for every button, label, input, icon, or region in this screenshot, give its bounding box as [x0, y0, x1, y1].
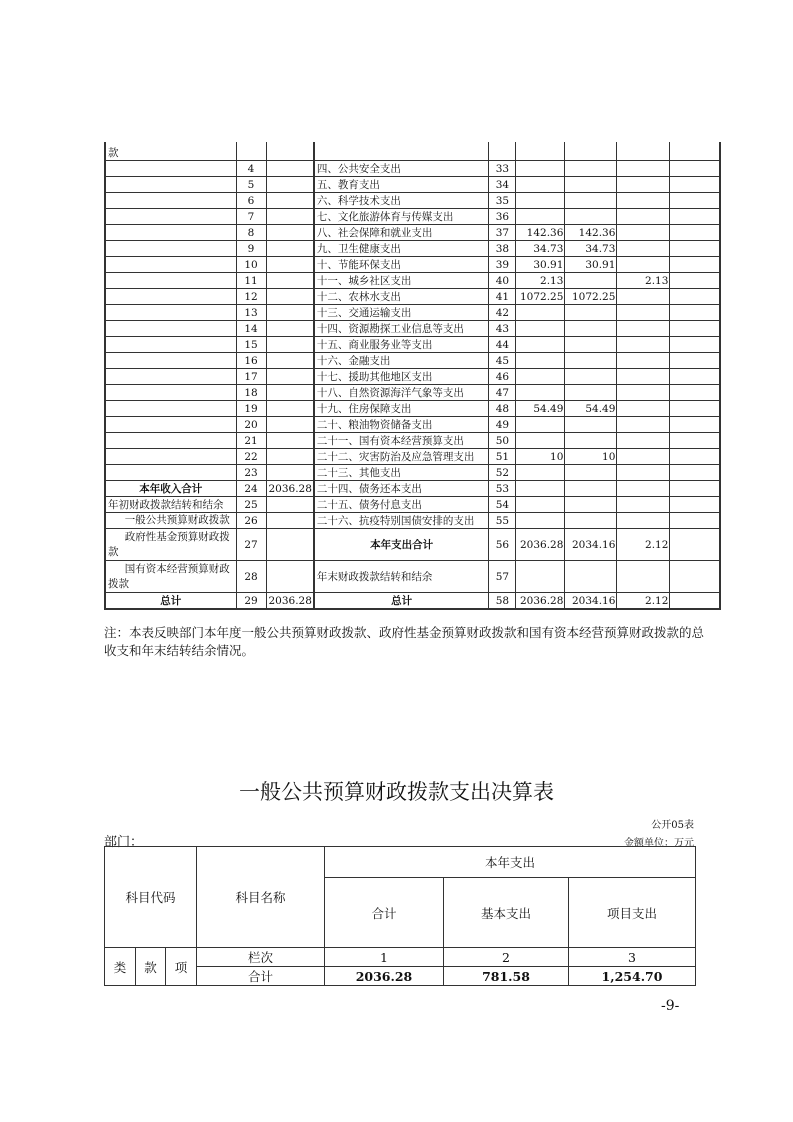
- cell-expense-fund: [617, 209, 670, 225]
- cell-income-row-no: 14: [236, 321, 266, 337]
- cell-expense-fund: 2.12: [617, 593, 670, 610]
- cell-income-amount: [266, 353, 314, 369]
- cell-expense-fund: [617, 177, 670, 193]
- cell-income-row-no: 25: [236, 497, 266, 513]
- header-group: 本年支出: [325, 847, 696, 878]
- cell-expense-row-no: 47: [489, 385, 516, 401]
- cell-income-row-no: 10: [236, 257, 266, 273]
- table-row: [105, 417, 720, 433]
- cell-expense-row-no: 42: [489, 305, 516, 321]
- cell-expense-item: 总计: [314, 593, 489, 610]
- table-row: [105, 593, 720, 610]
- cell-expense-state-capital: [670, 497, 720, 513]
- cell-income-amount: [266, 273, 314, 289]
- cell-expense-item: 十九、住房保障支出: [314, 401, 489, 417]
- cell-expense-general: [565, 177, 617, 193]
- cell-expense-state-capital: [670, 273, 720, 289]
- cell-expense-total: [516, 497, 565, 513]
- cell-expense-state-capital: [670, 305, 720, 321]
- cell-income-row-no: 8: [236, 225, 266, 241]
- cell-income-item: [105, 385, 236, 401]
- cell-expense-row-no: 48: [489, 401, 516, 417]
- cell-income-amount: 2036.28: [266, 593, 314, 610]
- cell-expense-item: 二十四、债务还本支出: [314, 481, 489, 497]
- cell-income-item: [105, 417, 236, 433]
- cell-expense-row-no: 44: [489, 337, 516, 353]
- cell-income-item: [105, 321, 236, 337]
- cell-income-row-no: 17: [236, 369, 266, 385]
- cell-income-amount: [266, 417, 314, 433]
- table-row: [105, 257, 720, 273]
- cell-expense-total: [516, 177, 565, 193]
- cell-income-amount: [266, 529, 314, 561]
- table-row: [105, 273, 720, 289]
- cell-income-item: [105, 289, 236, 305]
- cell-expense-total: [516, 161, 565, 177]
- cell-expense-total: 34.73: [516, 241, 565, 257]
- cell-expense-state-capital: [670, 257, 720, 273]
- cell-income-row-no: 19: [236, 401, 266, 417]
- cell-expense-general: [565, 209, 617, 225]
- cell-income-amount: [266, 369, 314, 385]
- cell-expense-item: 八、社会保障和就业支出: [314, 225, 489, 241]
- cell-expense-general: [565, 561, 617, 593]
- cell-expense-item: 七、文化旅游体育与传媒支出: [314, 209, 489, 225]
- cell-income-item: [105, 353, 236, 369]
- cell-expense-item: 四、公共安全支出: [314, 161, 489, 177]
- cell-expense-row-no: 43: [489, 321, 516, 337]
- cell-expense-fund: 2.12: [617, 529, 670, 561]
- cell-income-item: [105, 369, 236, 385]
- total-label: 合计: [197, 967, 325, 986]
- cell-expense-state-capital: [670, 225, 720, 241]
- cell-expense-row-no: 45: [489, 353, 516, 369]
- cell-expense-item: 年末财政拨款结转和结余: [314, 561, 489, 593]
- header-xiang: 项: [166, 948, 197, 986]
- cell-expense-state-capital: [670, 593, 720, 610]
- unit-label: 金额单位：万元: [624, 838, 694, 849]
- cell-expense-item: 十一、城乡社区支出: [314, 273, 489, 289]
- cell-expense-general: [565, 337, 617, 353]
- cell-income-item: [105, 257, 236, 273]
- cell-income-item: 国有资本经营预算财政拨款: [105, 561, 236, 593]
- header-basic: 基本支出: [444, 878, 569, 948]
- cell-income-amount: [266, 289, 314, 305]
- cell-expense-total: 1072.25: [516, 289, 565, 305]
- cell-expense-state-capital: [670, 321, 720, 337]
- col-index-2: 2: [444, 948, 569, 967]
- fiscal-allocation-summary-table: [104, 142, 721, 610]
- cell-expense-item: 十、节能环保支出: [314, 257, 489, 273]
- col-index-label: 栏次: [197, 948, 325, 967]
- cell-expense-general: [565, 161, 617, 177]
- cell-expense-total: 30.91: [516, 257, 565, 273]
- cell-income-item: [105, 465, 236, 481]
- table-row: [105, 561, 720, 593]
- cell-expense-item: 九、卫生健康支出: [314, 241, 489, 257]
- cell-expense-state-capital: [670, 353, 720, 369]
- cell-expense-row-no: 46: [489, 369, 516, 385]
- cell-expense-item: 本年支出合计: [314, 529, 489, 561]
- cell-expense-total: [516, 337, 565, 353]
- cell-expense-total: [516, 353, 565, 369]
- cell-expense-item: 五、教育支出: [314, 177, 489, 193]
- cell-expense-general: [565, 481, 617, 497]
- cell-income-amount: [266, 305, 314, 321]
- cell-income-amount: [266, 209, 314, 225]
- cell-income-item: [105, 209, 236, 225]
- header-total: 合计: [325, 878, 444, 948]
- cell-income-amount: [266, 161, 314, 177]
- cell-expense-state-capital: [670, 177, 720, 193]
- cell-expense-total: [516, 513, 565, 529]
- cell-income-item: 一般公共预算财政拨款: [105, 513, 236, 529]
- cell-expense-total: [516, 465, 565, 481]
- cell-expense-total: 2036.28: [516, 529, 565, 561]
- header-code: 科目代码: [105, 847, 197, 948]
- cell-expense-state-capital: [670, 513, 720, 529]
- cell-income-item: [105, 161, 236, 177]
- table-row: [105, 401, 720, 417]
- table-row: [105, 209, 720, 225]
- cell-expense-row-no: 55: [489, 513, 516, 529]
- cell-expense-item: 二十、粮油物资储备支出: [314, 417, 489, 433]
- cell-income-row-no: 7: [236, 209, 266, 225]
- cell-expense-general: [565, 321, 617, 337]
- cell-expense-state-capital: [670, 337, 720, 353]
- cell-expense-total: [516, 369, 565, 385]
- table-row: [105, 337, 720, 353]
- cell-expense-total: 2.13: [516, 273, 565, 289]
- table-row: [105, 241, 720, 257]
- table-row: [105, 321, 720, 337]
- cell-income-row-no: 11: [236, 273, 266, 289]
- table-row: [105, 177, 720, 193]
- cell-expense-row-no: 56: [489, 529, 516, 561]
- cell-expense-total: 54.49: [516, 401, 565, 417]
- cell-expense-row-no: 36: [489, 209, 516, 225]
- cell-expense-total: 2036.28: [516, 593, 565, 610]
- cell-expense-total: [516, 193, 565, 209]
- cell-income-amount: 2036.28: [266, 481, 314, 497]
- cell-expense-fund: [617, 401, 670, 417]
- cell-expense-state-capital: [670, 161, 720, 177]
- cell-income-amount: [266, 241, 314, 257]
- cell-expense-row-no: 40: [489, 273, 516, 289]
- expenditure-table: [104, 846, 696, 986]
- cell-expense-fund: [617, 385, 670, 401]
- cell-expense-item: 十二、农林水支出: [314, 289, 489, 305]
- cell-expense-state-capital: [670, 433, 720, 449]
- cell-expense-state-capital: [670, 369, 720, 385]
- cell-expense-state-capital: [670, 465, 720, 481]
- cell-expense-general: 1072.25: [565, 289, 617, 305]
- cell-expense-item: 二十六、抗疫特别国债安排的支出: [314, 513, 489, 529]
- cell-expense-general: 2034.16: [565, 529, 617, 561]
- cell-income-amount: [266, 561, 314, 593]
- cell-expense-item: 十五、商业服务业等支出: [314, 337, 489, 353]
- cell-expense-state-capital: [670, 209, 720, 225]
- cell-income-item: 总计: [105, 593, 236, 610]
- cell-expense-total: [516, 321, 565, 337]
- cell-expense-fund: [617, 241, 670, 257]
- cell-income-row-no: 22: [236, 449, 266, 465]
- cell-expense-total: [516, 209, 565, 225]
- cell-expense-row-no: 49: [489, 417, 516, 433]
- cell-expense-item: 二十五、债务付息支出: [314, 497, 489, 513]
- cell-income-amount: [266, 257, 314, 273]
- cell-expense-fund: [617, 353, 670, 369]
- cell-income-item: [105, 193, 236, 209]
- cell-expense-state-capital: [670, 385, 720, 401]
- cell-expense-row-no: 54: [489, 497, 516, 513]
- cell-expense-general: [565, 369, 617, 385]
- cell-income-amount: [266, 225, 314, 241]
- cell-expense-total: 10: [516, 449, 565, 465]
- cell-income-amount: [266, 497, 314, 513]
- cell-expense-fund: [617, 497, 670, 513]
- cell-income-row-no: 15: [236, 337, 266, 353]
- cell-income-item: 年初财政拨款结转和结余: [105, 497, 236, 513]
- cell-expense-item: 十四、资源勘探工业信息等支出: [314, 321, 489, 337]
- cell-income-row-no: 24: [236, 481, 266, 497]
- cell-expense-state-capital: [670, 193, 720, 209]
- cell-income-row-no: 13: [236, 305, 266, 321]
- cell-income-row-no: 5: [236, 177, 266, 193]
- cell-income-amount: [266, 513, 314, 529]
- table-row: [105, 193, 720, 209]
- cell-income-item: [105, 433, 236, 449]
- cell-expense-general: [565, 497, 617, 513]
- table-row: [105, 529, 720, 561]
- cell-expense-state-capital: [670, 449, 720, 465]
- cell-expense-general: [565, 353, 617, 369]
- cell-expense-fund: [617, 417, 670, 433]
- cell-expense-fund: [617, 481, 670, 497]
- cell-expense-fund: [617, 305, 670, 321]
- cell-expense-row-no: 58: [489, 593, 516, 610]
- header-kuan: 款: [136, 948, 166, 986]
- cell-income-amount: [266, 337, 314, 353]
- cell-expense-fund: [617, 449, 670, 465]
- cell-expense-row-no: 57: [489, 561, 516, 593]
- cell-expense-item: 二十一、国有资本经营预算支出: [314, 433, 489, 449]
- table-row: [105, 369, 720, 385]
- cell-expense-general: [565, 465, 617, 481]
- table-note: 注：本表反映部门本年度一般公共预算财政拨款、政府性基金预算财政拨款和国有资本经营预算财政拨款的总收支和年末结转结余情况。: [104, 625, 705, 658]
- table-row: [105, 289, 720, 305]
- cell-expense-fund: 2.13: [617, 273, 670, 289]
- header-row-1: [105, 847, 696, 878]
- cell-expense-total: [516, 481, 565, 497]
- cell-expense-fund: [617, 513, 670, 529]
- cell-income-item: 本年收入合计: [105, 481, 236, 497]
- cell-fragment: 款: [105, 142, 236, 161]
- cell-expense-row-no: 53: [489, 481, 516, 497]
- cell-expense-total: [516, 561, 565, 593]
- header-lei: 类: [105, 948, 136, 986]
- table-row: [105, 353, 720, 369]
- header-project: 项目支出: [569, 878, 696, 948]
- cell-expense-general: 54.49: [565, 401, 617, 417]
- cell-income-row-no: 12: [236, 289, 266, 305]
- cell-expense-fund: [617, 161, 670, 177]
- cell-expense-row-no: 34: [489, 177, 516, 193]
- cell-expense-state-capital: [670, 241, 720, 257]
- page-number: -9-: [661, 998, 680, 1014]
- index-row: [105, 948, 696, 967]
- cell-expense-fund: [617, 193, 670, 209]
- cell-expense-fund: [617, 257, 670, 273]
- table-row: [105, 481, 720, 497]
- cell-income-row-no: 6: [236, 193, 266, 209]
- cell-expense-general: [565, 513, 617, 529]
- cell-income-row-no: 26: [236, 513, 266, 529]
- cell-income-amount: [266, 385, 314, 401]
- cell-expense-fund: [617, 321, 670, 337]
- cell-expense-state-capital: [670, 481, 720, 497]
- cell-expense-fund: [617, 433, 670, 449]
- col-index-3: 3: [569, 948, 696, 967]
- cell-expense-row-no: 41: [489, 289, 516, 305]
- cell-expense-row-no: 33: [489, 161, 516, 177]
- cell-expense-row-no: 35: [489, 193, 516, 209]
- cell-income-item: 政府性基金预算财政拨款: [105, 529, 236, 561]
- cell-income-row-no: 21: [236, 433, 266, 449]
- cell-income-amount: [266, 433, 314, 449]
- cell-expense-fund: [617, 561, 670, 593]
- cell-expense-item: 二十二、灾害防治及应急管理支出: [314, 449, 489, 465]
- cell-expense-item: 六、科学技术支出: [314, 193, 489, 209]
- cell-income-amount: [266, 465, 314, 481]
- cell-expense-total: [516, 417, 565, 433]
- cell-income-row-no: 9: [236, 241, 266, 257]
- cell-income-row-no: 4: [236, 161, 266, 177]
- table-row: [105, 497, 720, 513]
- cell-income-item: [105, 177, 236, 193]
- cell-expense-state-capital: [670, 289, 720, 305]
- cell-expense-fund: [617, 289, 670, 305]
- cell-expense-general: [565, 193, 617, 209]
- cell-expense-fund: [617, 465, 670, 481]
- cell-expense-general: [565, 385, 617, 401]
- cell-income-item: [105, 225, 236, 241]
- cell-expense-general: [565, 417, 617, 433]
- cell-expense-general: 34.73: [565, 241, 617, 257]
- cell-expense-general: [565, 433, 617, 449]
- table-row: [105, 465, 720, 481]
- cell-expense-state-capital: [670, 561, 720, 593]
- cell-expense-state-capital: [670, 417, 720, 433]
- header-name: 科目名称: [197, 847, 325, 948]
- cell-expense-general: 142.36: [565, 225, 617, 241]
- table-row: [105, 225, 720, 241]
- cell-income-amount: [266, 449, 314, 465]
- cell-expense-item: 二十三、其他支出: [314, 465, 489, 481]
- col-index-1: 1: [325, 948, 444, 967]
- cell-expense-state-capital: [670, 401, 720, 417]
- project-value: 1,254.70: [569, 967, 696, 986]
- table-row: [105, 513, 720, 529]
- cell-income-amount: [266, 321, 314, 337]
- cell-expense-state-capital: [670, 529, 720, 561]
- table-row: [105, 385, 720, 401]
- table-row: [105, 305, 720, 321]
- cell-expense-fund: [617, 225, 670, 241]
- cell-expense-item: 十八、自然资源海洋气象等支出: [314, 385, 489, 401]
- cell-income-amount: [266, 177, 314, 193]
- cell-income-row-no: 28: [236, 561, 266, 593]
- cell-expense-total: 142.36: [516, 225, 565, 241]
- total-value: 2036.28: [325, 967, 444, 986]
- cell-expense-item: 十七、援助其他地区支出: [314, 369, 489, 385]
- table-number: 公开05表: [651, 820, 694, 831]
- cell-income-item: [105, 401, 236, 417]
- cell-expense-general: [565, 305, 617, 321]
- cell-expense-general: 30.91: [565, 257, 617, 273]
- cell-income-amount: [266, 401, 314, 417]
- table-row: [105, 161, 720, 177]
- cell-expense-row-no: 51: [489, 449, 516, 465]
- cell-expense-row-no: 52: [489, 465, 516, 481]
- cell-income-row-no: 16: [236, 353, 266, 369]
- basic-value: 781.58: [444, 967, 569, 986]
- cell-income-item: [105, 337, 236, 353]
- cell-income-row-no: 23: [236, 465, 266, 481]
- cell-expense-fund: [617, 369, 670, 385]
- cell-expense-item: 十六、金融支出: [314, 353, 489, 369]
- cell-income-amount: [266, 193, 314, 209]
- cell-expense-row-no: 39: [489, 257, 516, 273]
- cell-expense-total: [516, 305, 565, 321]
- cell-expense-general: [565, 273, 617, 289]
- cell-expense-row-no: 50: [489, 433, 516, 449]
- table-row: [105, 449, 720, 465]
- cell-income-item: [105, 449, 236, 465]
- cell-income-item: [105, 241, 236, 257]
- cell-income-row-no: 29: [236, 593, 266, 610]
- table-row: [105, 433, 720, 449]
- cell-expense-total: [516, 433, 565, 449]
- cell-income-item: [105, 305, 236, 321]
- cell-income-row-no: 27: [236, 529, 266, 561]
- cell-income-item: [105, 273, 236, 289]
- cell-expense-general: 10: [565, 449, 617, 465]
- table-row-fragment: [105, 142, 720, 161]
- cell-expense-total: [516, 385, 565, 401]
- cell-expense-item: 十三、交通运输支出: [314, 305, 489, 321]
- cell-expense-general: 2034.16: [565, 593, 617, 610]
- page-title: 一般公共预算财政拨款支出决算表: [239, 780, 554, 804]
- cell-expense-fund: [617, 337, 670, 353]
- cell-expense-row-no: 37: [489, 225, 516, 241]
- department-label: 部门：: [104, 835, 144, 850]
- cell-expense-row-no: 38: [489, 241, 516, 257]
- cell-income-row-no: 18: [236, 385, 266, 401]
- cell-income-row-no: 20: [236, 417, 266, 433]
